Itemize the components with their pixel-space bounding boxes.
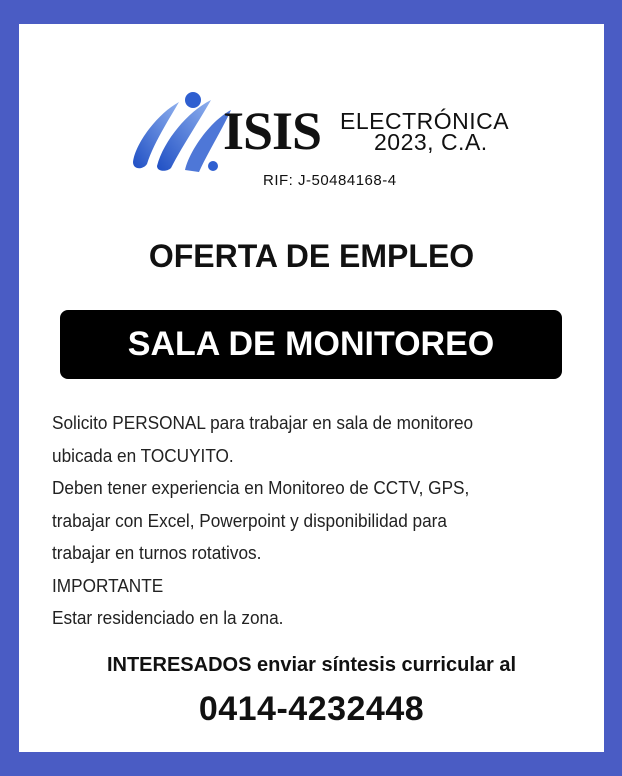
page-title: OFERTA DE EMPLEO xyxy=(148,238,475,274)
description-line: Solicito PERSONAL para trabajar en sala de monitoreo xyxy=(52,412,474,433)
company-logo xyxy=(127,92,510,202)
logo-subtitle-line2: 2023, C.A. xyxy=(374,129,488,155)
position-banner xyxy=(60,310,562,379)
company-rif: RIF: J-50484168-4 xyxy=(263,172,397,189)
description-line: trabajar con Excel, Powerpoint y disponibilidad para xyxy=(52,509,447,531)
job-flyer xyxy=(19,24,604,752)
description-line: trabajar en turnos rotativos. xyxy=(52,542,262,563)
job-description xyxy=(52,407,536,635)
contact-phone: 0414-4232448 xyxy=(198,690,425,728)
call-to-action: INTERESADOS enviar síntesis curricular al xyxy=(106,654,517,676)
description-line: ubicada en TOCUYITO. xyxy=(52,444,234,466)
position-banner-label: SALA DE MONITOREO xyxy=(127,325,495,363)
logo-subtitle-line1: ELECTRÓNICA xyxy=(340,108,510,134)
description-line: Deben tener experiencia en Monitoreo de CCTV, GPS, xyxy=(52,477,470,498)
description-line: Estar residenciado en la zona. xyxy=(52,607,284,628)
description-line: IMPORTANTE xyxy=(52,574,164,596)
logo-wordmark: ISIS xyxy=(223,101,322,161)
